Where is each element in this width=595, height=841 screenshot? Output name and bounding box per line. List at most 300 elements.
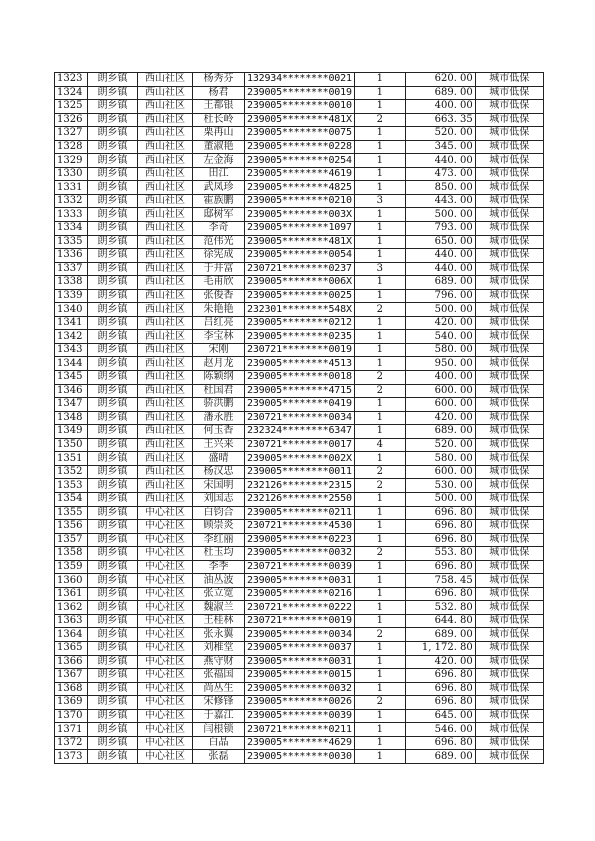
table-row: [55, 249, 544, 263]
table-row: [55, 222, 544, 236]
amount-cell: 520. 00: [405, 127, 475, 141]
town-cell: 朗乡镇: [88, 628, 138, 642]
community-cell: 西山社区: [138, 465, 193, 479]
assistance-type-cell: 城市低保: [475, 154, 543, 168]
amount-cell: 663. 35: [405, 113, 475, 127]
assistance-type-cell: 城市低保: [475, 276, 543, 290]
table-row: [55, 506, 544, 520]
amount-cell: 500. 00: [405, 303, 475, 317]
community-cell: 中心社区: [138, 669, 193, 683]
name-cell: 尚丛生: [193, 682, 245, 696]
town-cell: 朗乡镇: [88, 736, 138, 750]
assistance-type-cell: 城市低保: [475, 398, 543, 412]
table-row: [55, 73, 544, 87]
id-number-cell: 239005********4715: [245, 384, 355, 398]
table-row: [55, 384, 544, 398]
name-cell: 杨秀芬: [193, 73, 245, 87]
name-cell: 燕守财: [193, 655, 245, 669]
town-cell: 朗乡镇: [88, 641, 138, 655]
table-row: [55, 411, 544, 425]
table-row: [55, 709, 544, 723]
amount-cell: 645. 00: [405, 709, 475, 723]
id-number-cell: 232301********548X: [245, 303, 355, 317]
household-size-cell: 1: [354, 723, 405, 737]
table-row: [55, 547, 544, 561]
community-cell: 中心社区: [138, 520, 193, 534]
household-size-cell: 2: [354, 479, 405, 493]
id-number-cell: 239005********0026: [245, 696, 355, 710]
assistance-type-cell: 城市低保: [475, 682, 543, 696]
community-cell: 中心社区: [138, 587, 193, 601]
row-number: 1362: [55, 601, 88, 615]
row-number: 1355: [55, 506, 88, 520]
assistance-type-cell: 城市低保: [475, 628, 543, 642]
name-cell: 范伟光: [193, 235, 245, 249]
row-number: 1371: [55, 723, 88, 737]
id-number-cell: 239005********4629: [245, 736, 355, 750]
household-size-cell: 1: [354, 167, 405, 181]
id-number-cell: 230721********0017: [245, 438, 355, 452]
town-cell: 朗乡镇: [88, 249, 138, 263]
name-cell: 吕红亮: [193, 316, 245, 330]
row-number: 1372: [55, 736, 88, 750]
name-cell: 赵月龙: [193, 357, 245, 371]
town-cell: 朗乡镇: [88, 601, 138, 615]
household-size-cell: 3: [354, 262, 405, 276]
assistance-type-cell: 城市低保: [475, 587, 543, 601]
amount-cell: 443. 00: [405, 194, 475, 208]
assistance-type-cell: 城市低保: [475, 492, 543, 506]
id-number-cell: 239005********0011: [245, 465, 355, 479]
household-size-cell: 1: [354, 276, 405, 290]
row-number: 1325: [55, 100, 88, 114]
town-cell: 朗乡镇: [88, 560, 138, 574]
row-number: 1351: [55, 452, 88, 466]
household-size-cell: 1: [354, 181, 405, 195]
community-cell: 中心社区: [138, 533, 193, 547]
amount-cell: 758. 45: [405, 574, 475, 588]
id-number-cell: 232126********2315: [245, 479, 355, 493]
table-row: [55, 86, 544, 100]
amount-cell: 420. 00: [405, 316, 475, 330]
town-cell: 朗乡镇: [88, 222, 138, 236]
row-number: 1370: [55, 709, 88, 723]
row-number: 1340: [55, 303, 88, 317]
community-cell: 西山社区: [138, 411, 193, 425]
amount-cell: 696. 80: [405, 587, 475, 601]
amount-cell: 600. 00: [405, 465, 475, 479]
name-cell: 杜长岭: [193, 113, 245, 127]
household-size-cell: 1: [354, 140, 405, 154]
amount-cell: 345. 00: [405, 140, 475, 154]
table-row: [55, 628, 544, 642]
assistance-type-cell: 城市低保: [475, 289, 543, 303]
row-number: 1338: [55, 276, 88, 290]
id-number-cell: 239005********0019: [245, 86, 355, 100]
amount-cell: 689. 00: [405, 276, 475, 290]
household-size-cell: 1: [354, 614, 405, 628]
assistance-type-cell: 城市低保: [475, 357, 543, 371]
assistance-type-cell: 城市低保: [475, 736, 543, 750]
row-number: 1336: [55, 249, 88, 263]
row-number: 1332: [55, 194, 88, 208]
household-size-cell: 2: [354, 696, 405, 710]
amount-cell: 420. 00: [405, 411, 475, 425]
id-number-cell: 239005********0419: [245, 398, 355, 412]
id-number-cell: 239005********0037: [245, 641, 355, 655]
household-size-cell: 1: [354, 398, 405, 412]
name-cell: 宋修锋: [193, 696, 245, 710]
assistance-type-cell: 城市低保: [475, 330, 543, 344]
row-number: 1335: [55, 235, 88, 249]
community-cell: 西山社区: [138, 452, 193, 466]
town-cell: 朗乡镇: [88, 479, 138, 493]
assistance-type-cell: 城市低保: [475, 181, 543, 195]
household-size-cell: 4: [354, 438, 405, 452]
town-cell: 朗乡镇: [88, 465, 138, 479]
id-number-cell: 239005********0254: [245, 154, 355, 168]
row-number: 1360: [55, 574, 88, 588]
town-cell: 朗乡镇: [88, 316, 138, 330]
amount-cell: 644. 80: [405, 614, 475, 628]
table-row: [55, 167, 544, 181]
community-cell: 中心社区: [138, 547, 193, 561]
id-number-cell: 239005********0075: [245, 127, 355, 141]
name-cell: 董淑艳: [193, 140, 245, 154]
id-number-cell: 239005********4825: [245, 181, 355, 195]
id-number-cell: 239005********0032: [245, 682, 355, 696]
community-cell: 中心社区: [138, 709, 193, 723]
community-cell: 中心社区: [138, 736, 193, 750]
name-cell: 魏淑兰: [193, 601, 245, 615]
household-size-cell: 1: [354, 574, 405, 588]
community-cell: 西山社区: [138, 384, 193, 398]
name-cell: 盛晴: [193, 452, 245, 466]
amount-cell: 580. 00: [405, 452, 475, 466]
community-cell: 中心社区: [138, 641, 193, 655]
name-cell: 于嘉江: [193, 709, 245, 723]
town-cell: 朗乡镇: [88, 520, 138, 534]
table-row: [55, 452, 544, 466]
id-number-cell: 230721********0211: [245, 723, 355, 737]
household-size-cell: 1: [354, 425, 405, 439]
town-cell: 朗乡镇: [88, 276, 138, 290]
assistance-type-cell: 城市低保: [475, 384, 543, 398]
row-number: 1326: [55, 113, 88, 127]
row-number: 1349: [55, 425, 88, 439]
amount-cell: 580. 00: [405, 343, 475, 357]
table-row: [55, 465, 544, 479]
table-row: [55, 479, 544, 493]
amount-cell: 540. 00: [405, 330, 475, 344]
row-number: 1353: [55, 479, 88, 493]
amount-cell: 950. 00: [405, 357, 475, 371]
household-size-cell: 1: [354, 641, 405, 655]
community-cell: 中心社区: [138, 574, 193, 588]
assistance-type-cell: 城市低保: [475, 316, 543, 330]
name-cell: 杨汉忠: [193, 465, 245, 479]
amount-cell: 500. 00: [405, 208, 475, 222]
household-size-cell: 2: [354, 384, 405, 398]
table-row: [55, 127, 544, 141]
name-cell: 张俊香: [193, 289, 245, 303]
name-cell: 王都银: [193, 100, 245, 114]
table-row: [55, 181, 544, 195]
name-cell: 杨君: [193, 86, 245, 100]
id-number-cell: 239005********0010: [245, 100, 355, 114]
assistance-type-cell: 城市低保: [475, 113, 543, 127]
amount-cell: 793. 00: [405, 222, 475, 236]
id-number-cell: 239005********4619: [245, 167, 355, 181]
id-number-cell: 239005********006X: [245, 276, 355, 290]
row-number: 1365: [55, 641, 88, 655]
table-row: [55, 560, 544, 574]
table-row: [55, 343, 544, 357]
town-cell: 朗乡镇: [88, 587, 138, 601]
community-cell: 西山社区: [138, 154, 193, 168]
household-size-cell: 1: [354, 73, 405, 87]
id-number-cell: 239005********481X: [245, 235, 355, 249]
town-cell: 朗乡镇: [88, 86, 138, 100]
id-number-cell: 239005********0025: [245, 289, 355, 303]
id-number-cell: 239005********0032: [245, 547, 355, 561]
household-size-cell: 1: [354, 289, 405, 303]
community-cell: 中心社区: [138, 506, 193, 520]
row-number: 1352: [55, 465, 88, 479]
town-cell: 朗乡镇: [88, 614, 138, 628]
name-cell: 陈颖纲: [193, 371, 245, 385]
name-cell: 左金海: [193, 154, 245, 168]
town-cell: 朗乡镇: [88, 113, 138, 127]
household-size-cell: 2: [354, 547, 405, 561]
town-cell: 朗乡镇: [88, 303, 138, 317]
table-row: [55, 520, 544, 534]
amount-cell: 440. 00: [405, 249, 475, 263]
amount-cell: 689. 00: [405, 628, 475, 642]
assistance-type-cell: 城市低保: [475, 194, 543, 208]
row-number: 1366: [55, 655, 88, 669]
town-cell: 朗乡镇: [88, 547, 138, 561]
id-number-cell: 230721********0019: [245, 343, 355, 357]
amount-cell: 400. 00: [405, 371, 475, 385]
assistance-type-cell: 城市低保: [475, 533, 543, 547]
town-cell: 朗乡镇: [88, 343, 138, 357]
id-number-cell: 239005********0210: [245, 194, 355, 208]
assistance-type-cell: 城市低保: [475, 100, 543, 114]
amount-cell: 500. 00: [405, 492, 475, 506]
town-cell: 朗乡镇: [88, 574, 138, 588]
row-number: 1331: [55, 181, 88, 195]
id-number-cell: 239005********0235: [245, 330, 355, 344]
community-cell: 西山社区: [138, 425, 193, 439]
community-cell: 中心社区: [138, 601, 193, 615]
name-cell: 徐宪成: [193, 249, 245, 263]
table-row: [55, 194, 544, 208]
amount-cell: 1, 172. 80: [405, 641, 475, 655]
amount-cell: 689. 00: [405, 86, 475, 100]
id-number-cell: 239005********0015: [245, 669, 355, 683]
household-size-cell: 2: [354, 303, 405, 317]
community-cell: 西山社区: [138, 222, 193, 236]
town-cell: 朗乡镇: [88, 357, 138, 371]
id-number-cell: 230721********0039: [245, 560, 355, 574]
table-row: [55, 533, 544, 547]
household-size-cell: 1: [354, 560, 405, 574]
community-cell: 西山社区: [138, 262, 193, 276]
row-number: 1363: [55, 614, 88, 628]
community-cell: 中心社区: [138, 723, 193, 737]
id-number-cell: 230721********0237: [245, 262, 355, 276]
household-size-cell: 3: [354, 194, 405, 208]
community-cell: 中心社区: [138, 628, 193, 642]
table-row: [55, 208, 544, 222]
row-number: 1330: [55, 167, 88, 181]
name-cell: 宋国明: [193, 479, 245, 493]
community-cell: 西山社区: [138, 357, 193, 371]
id-number-cell: 239005********481X: [245, 113, 355, 127]
household-size-cell: 1: [354, 601, 405, 615]
row-number: 1334: [55, 222, 88, 236]
assistance-type-cell: 城市低保: [475, 547, 543, 561]
household-size-cell: 1: [354, 127, 405, 141]
assistance-type-cell: 城市低保: [475, 262, 543, 276]
table-row: [55, 574, 544, 588]
community-cell: 西山社区: [138, 316, 193, 330]
table-row: [55, 371, 544, 385]
assistance-type-cell: 城市低保: [475, 574, 543, 588]
community-cell: 西山社区: [138, 249, 193, 263]
row-number: 1344: [55, 357, 88, 371]
table-row: [55, 425, 544, 439]
amount-cell: 696. 80: [405, 560, 475, 574]
amount-cell: 796. 00: [405, 289, 475, 303]
community-cell: 西山社区: [138, 208, 193, 222]
id-number-cell: 239005********0228: [245, 140, 355, 154]
table-row: [55, 113, 544, 127]
id-number-cell: 239005********0039: [245, 709, 355, 723]
town-cell: 朗乡镇: [88, 371, 138, 385]
amount-cell: 532. 80: [405, 601, 475, 615]
row-number: 1367: [55, 669, 88, 683]
row-number: 1356: [55, 520, 88, 534]
community-cell: 西山社区: [138, 181, 193, 195]
table-row: [55, 723, 544, 737]
household-size-cell: 2: [354, 371, 405, 385]
row-number: 1364: [55, 628, 88, 642]
row-number: 1342: [55, 330, 88, 344]
assistance-type-cell: 城市低保: [475, 614, 543, 628]
assistance-type-cell: 城市低保: [475, 601, 543, 615]
town-cell: 朗乡镇: [88, 682, 138, 696]
amount-cell: 696. 80: [405, 520, 475, 534]
amount-cell: 553. 80: [405, 547, 475, 561]
table-row: [55, 289, 544, 303]
assistance-type-cell: 城市低保: [475, 641, 543, 655]
town-cell: 朗乡镇: [88, 411, 138, 425]
household-size-cell: 1: [354, 154, 405, 168]
id-number-cell: 239005********0018: [245, 371, 355, 385]
household-size-cell: 1: [354, 343, 405, 357]
assistance-type-cell: 城市低保: [475, 438, 543, 452]
row-number: 1324: [55, 86, 88, 100]
community-cell: 中心社区: [138, 614, 193, 628]
row-number: 1348: [55, 411, 88, 425]
table-row: [55, 100, 544, 114]
assistance-type-cell: 城市低保: [475, 249, 543, 263]
amount-cell: 400. 00: [405, 100, 475, 114]
town-cell: 朗乡镇: [88, 696, 138, 710]
row-number: 1346: [55, 384, 88, 398]
community-cell: 西山社区: [138, 127, 193, 141]
name-cell: 宋刚: [193, 343, 245, 357]
town-cell: 朗乡镇: [88, 533, 138, 547]
row-number: 1328: [55, 140, 88, 154]
town-cell: 朗乡镇: [88, 384, 138, 398]
town-cell: 朗乡镇: [88, 140, 138, 154]
name-cell: 朱艳艳: [193, 303, 245, 317]
community-cell: 西山社区: [138, 86, 193, 100]
household-size-cell: 1: [354, 506, 405, 520]
row-number: 1323: [55, 73, 88, 87]
name-cell: 毛甫欣: [193, 276, 245, 290]
table-row: [55, 438, 544, 452]
household-size-cell: 1: [354, 316, 405, 330]
assistance-type-cell: 城市低保: [475, 560, 543, 574]
assistance-type-cell: 城市低保: [475, 723, 543, 737]
subsistence-allowance-table: [54, 72, 544, 764]
household-size-cell: 1: [354, 655, 405, 669]
table-row: [55, 262, 544, 276]
amount-cell: 696. 80: [405, 533, 475, 547]
assistance-type-cell: 城市低保: [475, 696, 543, 710]
table-row: [55, 235, 544, 249]
name-cell: 张立宽: [193, 587, 245, 601]
name-cell: 刘国志: [193, 492, 245, 506]
town-cell: 朗乡镇: [88, 208, 138, 222]
assistance-type-cell: 城市低保: [475, 140, 543, 154]
row-number: 1359: [55, 560, 88, 574]
assistance-type-cell: 城市低保: [475, 371, 543, 385]
id-number-cell: 230721********0034: [245, 411, 355, 425]
assistance-type-cell: 城市低保: [475, 425, 543, 439]
row-number: 1357: [55, 533, 88, 547]
community-cell: 西山社区: [138, 100, 193, 114]
amount-cell: 520. 00: [405, 438, 475, 452]
table-row: [55, 750, 544, 764]
name-cell: 白钧合: [193, 506, 245, 520]
assistance-type-cell: 城市低保: [475, 222, 543, 236]
community-cell: 中心社区: [138, 696, 193, 710]
id-number-cell: 239005********0216: [245, 587, 355, 601]
table-row: [55, 140, 544, 154]
town-cell: 朗乡镇: [88, 452, 138, 466]
row-number: 1358: [55, 547, 88, 561]
assistance-type-cell: 城市低保: [475, 86, 543, 100]
assistance-type-cell: 城市低保: [475, 411, 543, 425]
row-number: 1337: [55, 262, 88, 276]
name-cell: 刘稚堂: [193, 641, 245, 655]
amount-cell: 620. 00: [405, 73, 475, 87]
household-size-cell: 1: [354, 520, 405, 534]
community-cell: 西山社区: [138, 113, 193, 127]
id-number-cell: 232324********6347: [245, 425, 355, 439]
assistance-type-cell: 城市低保: [475, 669, 543, 683]
town-cell: 朗乡镇: [88, 73, 138, 87]
id-number-cell: 239005********0030: [245, 750, 355, 764]
row-number: 1368: [55, 682, 88, 696]
name-cell: 李宝林: [193, 330, 245, 344]
id-number-cell: 132934********0021: [245, 73, 355, 87]
